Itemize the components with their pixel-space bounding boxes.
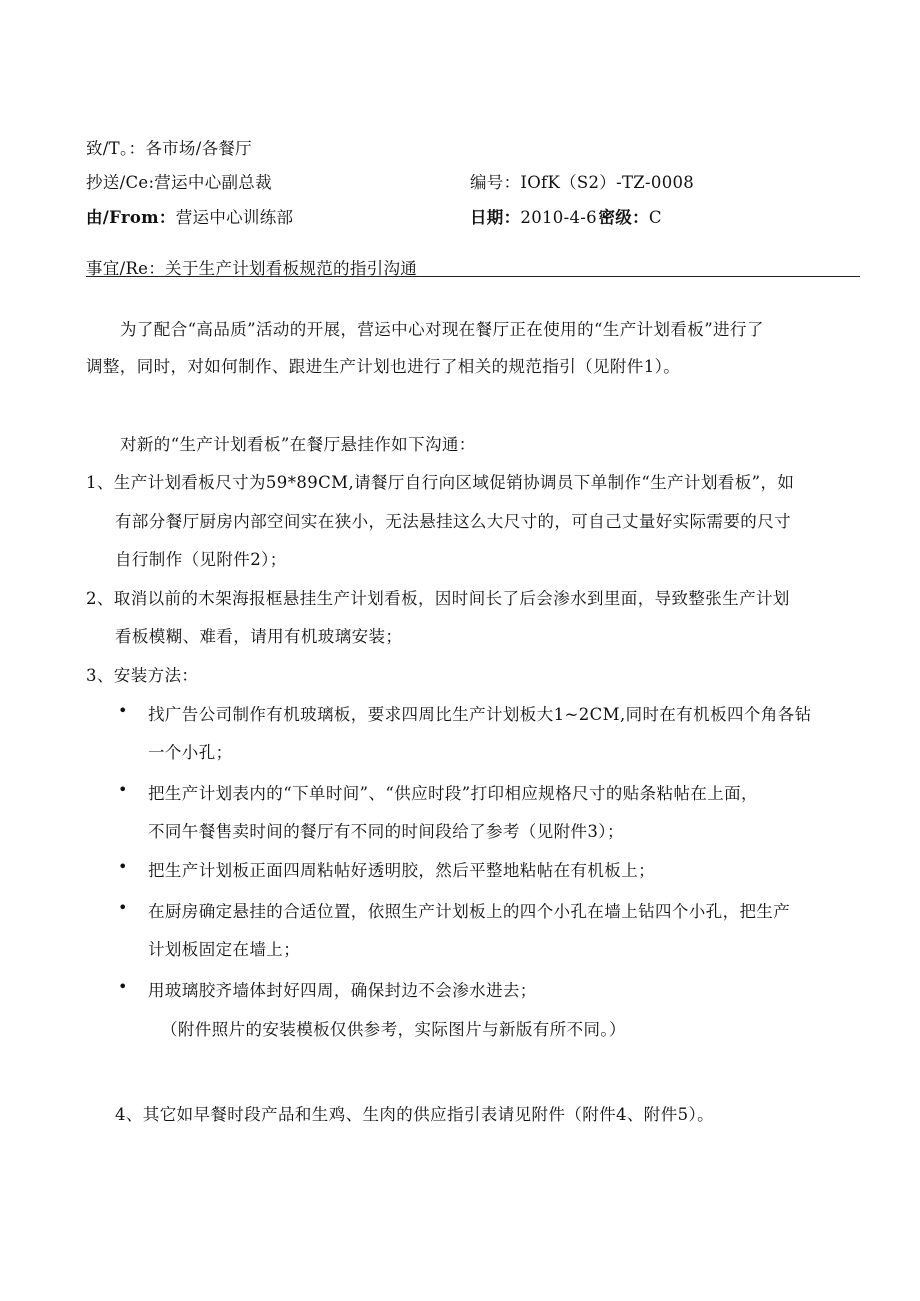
header-divider xyxy=(86,276,860,277)
from-value: 营运中心训练部 xyxy=(175,208,294,227)
intro-line-2: 调整，同时，对如何制作、跟进生产计划也进行了相关的规范指引（见附件1）。 xyxy=(86,357,681,376)
item-1-line-1: 1、生产计划看板尺寸为59*89CM,请餐厅自行向区域促销协调员下单制作“生产计划看板”，如 xyxy=(86,473,795,492)
date-value: 2010-4-6 xyxy=(520,208,597,227)
subject-line: 事宜/Re：关于生产计划看板规范的指引沟通 xyxy=(86,259,418,278)
attachment-note: （附件照片的安装模板仅供参考，实际图片与新版有所不同。） xyxy=(161,1020,626,1039)
item-4-line: 4、其它如早餐时段产品和生鸡、生肉的供应指引表请见附件（附件4、附件5）。 xyxy=(115,1105,715,1124)
bullet-2-line-1: 把生产计划表内的“下单时间”、“供应时段”打印相应规格尺寸的贴条粘帖在上面， xyxy=(148,784,758,803)
lead-line: 对新的“生产计划看板”在餐厅悬挂作如下沟通： xyxy=(120,435,476,454)
bullet-1-line-1: 找广告公司制作有机玻璃板，要求四周比生产计划板大1~2CM,同时在有机板四个角各钻 xyxy=(148,705,812,724)
date-line xyxy=(470,204,662,228)
secret-label: 密级： xyxy=(598,208,649,227)
bullet-4-line-2: 计划板固定在墙上； xyxy=(148,940,301,959)
bullet-5-symbol: • xyxy=(118,977,128,996)
bullet-2-symbol: • xyxy=(118,780,128,799)
to-line: 致/T。：各市场/各餐厅 xyxy=(86,139,252,158)
item-3-heading: 3、安装方法： xyxy=(86,666,199,685)
bullet-2-line-2: 不同午餐售卖时间的餐厅有不同的时间段给了参考（见附件3）； xyxy=(148,822,624,841)
bullet-1-symbol: • xyxy=(118,701,128,720)
secret-value: C xyxy=(648,208,662,227)
from-line xyxy=(86,204,293,228)
date-label: 日期： xyxy=(470,208,521,227)
from-label: 由/From： xyxy=(86,208,176,227)
item-1-line-2: 有部分餐厅厨房内部空间实在狭小，无法悬挂这么大尺寸的，可自己丈量好实际需要的尺寸 xyxy=(115,512,791,531)
item-2-line-2: 看板模糊、难看，请用有机玻璃安装； xyxy=(115,627,403,646)
cc-line: 抄送/Ce:营运中心副总裁 xyxy=(86,173,272,192)
bullet-4-line-1: 在厨房确定悬挂的合适位置，依照生产计划板上的四个小孔在墙上钻四个小孔，把生产 xyxy=(148,902,791,921)
item-2-line-1: 2、取消以前的木架海报框悬挂生产计划看板，因时间长了后会渗水到里面，导致整张生产计划 xyxy=(86,589,790,608)
doc-number: 编号：IOfK（S2）-TZ-0008 xyxy=(470,173,695,192)
bullet-5-line-1: 用玻璃胶齐墙体封好四周，确保封边不会渗水进去； xyxy=(148,981,537,1000)
bullet-1-line-2: 一个小孔； xyxy=(148,743,233,762)
bullet-3-line-1: 把生产计划板正面四周粘帖好透明胶，然后平整地粘帖在有机板上； xyxy=(148,861,655,880)
bullet-4-symbol: • xyxy=(118,898,128,917)
item-1-line-3: 自行制作（见附件2）； xyxy=(115,550,287,569)
intro-line-1: 为了配合“高品质”活动的开展，营运中心对现在餐厅正在使用的“生产计划看板”进行了 xyxy=(120,320,764,339)
bullet-3-symbol: • xyxy=(118,857,128,876)
